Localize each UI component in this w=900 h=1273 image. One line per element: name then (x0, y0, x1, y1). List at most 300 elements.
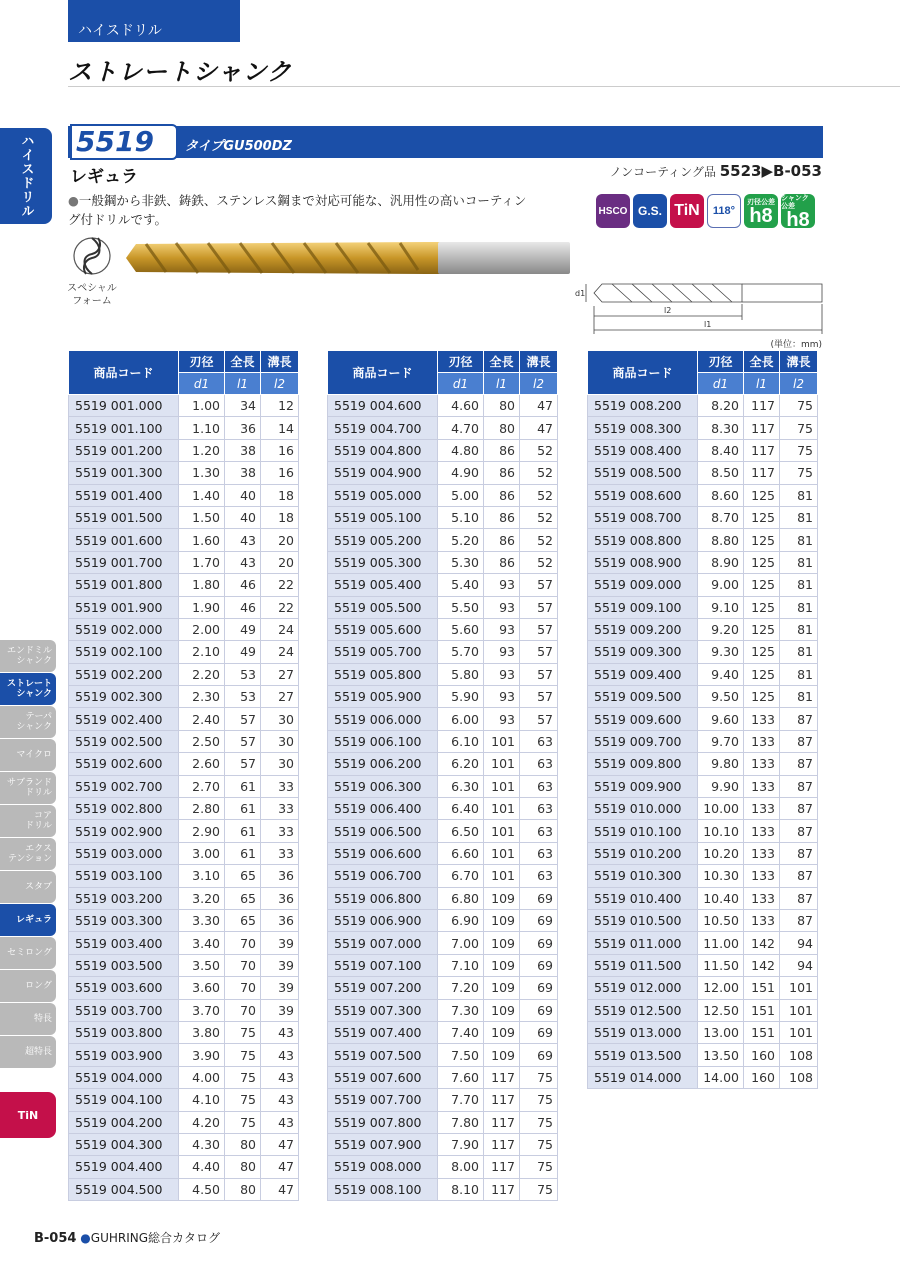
diameter-cell: 7.20 (438, 977, 484, 999)
overall-length-cell: 125 (744, 551, 780, 573)
diameter-cell: 1.90 (179, 596, 225, 618)
table-row (328, 596, 558, 618)
overall-length-cell: 151 (744, 999, 780, 1021)
product-code-cell: 5519 005.600 (328, 618, 438, 640)
flute-length-cell: 14 (261, 417, 299, 439)
product-code-cell: 5519 002.600 (69, 753, 179, 775)
diameter-cell: 7.30 (438, 999, 484, 1021)
overall-length-cell: 49 (225, 618, 261, 640)
product-code-cell: 5519 002.800 (69, 798, 179, 820)
diameter-cell: 4.20 (179, 1111, 225, 1133)
side-nav-label: マイクロ (16, 750, 52, 760)
product-code-cell: 5519 008.800 (588, 529, 698, 551)
flute-length-cell: 43 (261, 1021, 299, 1043)
product-code-cell: 5519 009.100 (588, 596, 698, 618)
diameter-cell: 7.00 (438, 932, 484, 954)
product-code-cell: 5519 001.100 (69, 417, 179, 439)
table-row (328, 1178, 558, 1200)
overall-length-cell: 65 (225, 865, 261, 887)
table-row (69, 462, 299, 484)
product-code-cell: 5519 007.500 (328, 1044, 438, 1066)
diameter-cell: 2.10 (179, 641, 225, 663)
product-code-cell: 5519 006.600 (328, 842, 438, 864)
diameter-cell: 12.00 (698, 977, 744, 999)
overall-length-cell: 160 (744, 1066, 780, 1088)
diameter-cell: 13.50 (698, 1044, 744, 1066)
overall-length-cell: 109 (484, 932, 520, 954)
table-row (328, 551, 558, 573)
product-code-cell: 5519 010.400 (588, 887, 698, 909)
product-code-cell: 5519 003.900 (69, 1044, 179, 1066)
flute-length-cell: 63 (520, 798, 558, 820)
side-nav-item[interactable] (0, 904, 56, 936)
side-nav-label: サブランド ドリル (6, 778, 52, 798)
column-subheader: l2 (780, 373, 818, 395)
diameter-cell: 8.40 (698, 439, 744, 461)
overall-length-cell: 80 (484, 417, 520, 439)
product-code-cell: 5519 003.800 (69, 1021, 179, 1043)
product-code-cell: 5519 001.600 (69, 529, 179, 551)
diameter-cell: 8.30 (698, 417, 744, 439)
diameter-cell: 7.70 (438, 1089, 484, 1111)
product-code-cell: 5519 013.000 (588, 1021, 698, 1043)
table-row (69, 954, 299, 976)
description-text: 一般鋼から非鉄、鋳鉄、ステンレス鋼まで対応可能な、汎用性の高いコーティング付ドリルです。 (68, 193, 527, 227)
diameter-cell: 4.90 (438, 462, 484, 484)
table-row (69, 417, 299, 439)
table-row (588, 506, 818, 528)
flute-length-cell: 69 (520, 999, 558, 1021)
overall-length-cell: 117 (484, 1066, 520, 1088)
table-row (328, 1156, 558, 1178)
diameter-cell: 10.50 (698, 909, 744, 931)
diameter-cell: 1.30 (179, 462, 225, 484)
table-row (328, 686, 558, 708)
overall-length-cell: 109 (484, 1044, 520, 1066)
table-row (69, 618, 299, 640)
flute-length-cell: 57 (520, 663, 558, 685)
product-code-cell: 5519 012.000 (588, 977, 698, 999)
flute-caption: スペシャル フォーム (67, 283, 117, 307)
product-code-cell: 5519 009.800 (588, 753, 698, 775)
flute-length-cell: 81 (780, 641, 818, 663)
diameter-cell: 8.10 (438, 1178, 484, 1200)
flute-length-cell: 69 (520, 1021, 558, 1043)
side-nav-item[interactable] (0, 970, 56, 1002)
diameter-cell: 12.50 (698, 999, 744, 1021)
product-code-cell: 5519 007.100 (328, 954, 438, 976)
diameter-cell: 4.70 (438, 417, 484, 439)
overall-length-cell: 133 (744, 909, 780, 931)
diameter-cell: 3.20 (179, 887, 225, 909)
product-code-cell: 5519 009.900 (588, 775, 698, 797)
table-row (69, 708, 299, 730)
table-row (69, 663, 299, 685)
diameter-cell: 8.90 (698, 551, 744, 573)
spec-table (587, 350, 818, 1089)
product-code-cell: 5519 002.900 (69, 820, 179, 842)
diameter-cell: 5.30 (438, 551, 484, 573)
column-subheader: d1 (179, 373, 225, 395)
reference-line (610, 162, 822, 180)
flute-length-cell: 52 (520, 551, 558, 573)
side-nav-item[interactable] (0, 1036, 56, 1068)
side-nav-item[interactable] (0, 1003, 56, 1035)
overall-length-cell: 70 (225, 977, 261, 999)
table-row (328, 529, 558, 551)
product-code-cell: 5519 009.400 (588, 663, 698, 685)
product-code-cell: 5519 010.000 (588, 798, 698, 820)
diameter-cell: 4.10 (179, 1089, 225, 1111)
overall-length-cell: 133 (744, 708, 780, 730)
overall-length-cell: 61 (225, 775, 261, 797)
diameter-tolerance-badge (744, 194, 778, 228)
table-row (328, 708, 558, 730)
flute-length-cell: 33 (261, 798, 299, 820)
diameter-cell: 3.80 (179, 1021, 225, 1043)
table-row (328, 506, 558, 528)
overall-length-cell: 40 (225, 506, 261, 528)
diameter-cell: 13.00 (698, 1021, 744, 1043)
overall-length-cell: 125 (744, 663, 780, 685)
flute-length-cell: 52 (520, 506, 558, 528)
flute-length-cell: 39 (261, 999, 299, 1021)
reference-code[interactable]: 5523 (719, 162, 762, 180)
table-row (328, 1089, 558, 1111)
table-row (69, 395, 299, 417)
diameter-cell: 3.40 (179, 932, 225, 954)
overall-length-cell: 117 (484, 1089, 520, 1111)
product-code-cell: 5519 002.700 (69, 775, 179, 797)
diameter-cell: 6.30 (438, 775, 484, 797)
catalog-name: GUHRING総合カタログ (90, 1231, 221, 1245)
product-code-cell: 5519 004.200 (69, 1111, 179, 1133)
overall-length-cell: 38 (225, 439, 261, 461)
product-code-cell: 5519 002.200 (69, 663, 179, 685)
flute-length-cell: 81 (780, 506, 818, 528)
flute-length-cell: 43 (261, 1066, 299, 1088)
column-subheader: l1 (484, 373, 520, 395)
table-row (328, 820, 558, 842)
badge-value: h8 (786, 208, 810, 231)
diameter-cell: 1.00 (179, 395, 225, 417)
flute-length-cell: 24 (261, 618, 299, 640)
column-subheader: l2 (261, 373, 299, 395)
diameter-cell: 7.80 (438, 1111, 484, 1133)
table-row (69, 775, 299, 797)
flute-length-cell: 101 (780, 999, 818, 1021)
coating-tab[interactable]: TiN (0, 1092, 56, 1138)
flute-length-cell: 52 (520, 529, 558, 551)
product-code-cell: 5519 004.400 (69, 1156, 179, 1178)
overall-length-cell: 57 (225, 708, 261, 730)
flute-length-cell: 87 (780, 865, 818, 887)
bullet-icon: ● (68, 193, 79, 208)
table-row (69, 753, 299, 775)
column-header: 溝長 (520, 351, 558, 373)
flute-length-cell: 69 (520, 1044, 558, 1066)
overall-length-cell: 117 (484, 1111, 520, 1133)
diameter-cell: 5.70 (438, 641, 484, 663)
flute-length-cell: 81 (780, 618, 818, 640)
product-code-cell: 5519 001.900 (69, 596, 179, 618)
overall-length-cell: 117 (744, 417, 780, 439)
badge-caption: シャンク公差 (781, 194, 809, 210)
flute-length-cell: 36 (261, 865, 299, 887)
side-nav-item[interactable] (0, 871, 56, 903)
product-code-cell: 5519 007.300 (328, 999, 438, 1021)
diameter-cell: 8.50 (698, 462, 744, 484)
column-header: 刃径 (438, 351, 484, 373)
table-row (69, 977, 299, 999)
side-nav-label: 特長 (33, 1014, 52, 1024)
side-nav-label: ロング (25, 981, 52, 991)
product-code-cell: 5519 007.700 (328, 1089, 438, 1111)
overall-length-cell: 43 (225, 529, 261, 551)
overall-length-cell: 109 (484, 977, 520, 999)
table-row (69, 529, 299, 551)
flute-length-cell: 57 (520, 618, 558, 640)
side-nav-item[interactable] (0, 640, 56, 672)
side-nav-item[interactable] (0, 673, 56, 705)
product-code-cell: 5519 007.200 (328, 977, 438, 999)
flute-length-cell: 27 (261, 686, 299, 708)
flute-length-cell: 75 (520, 1156, 558, 1178)
overall-length-cell: 49 (225, 641, 261, 663)
diameter-cell: 3.10 (179, 865, 225, 887)
table-row (69, 1021, 299, 1043)
product-code-cell: 5519 005.900 (328, 686, 438, 708)
overall-length-cell: 75 (225, 1111, 261, 1133)
product-code-cell: 5519 007.600 (328, 1066, 438, 1088)
flute-length-cell: 81 (780, 596, 818, 618)
table-row (588, 999, 818, 1021)
side-nav-item[interactable] (0, 937, 56, 969)
table-row (328, 462, 558, 484)
flute-length-cell: 57 (520, 686, 558, 708)
column-subheader: l2 (520, 373, 558, 395)
side-nav-item[interactable] (0, 805, 56, 837)
overall-length-cell: 125 (744, 574, 780, 596)
side-nav-item[interactable] (0, 739, 56, 771)
overall-length-cell: 133 (744, 730, 780, 752)
product-code-cell: 5519 006.400 (328, 798, 438, 820)
table-row (328, 775, 558, 797)
table-row (328, 395, 558, 417)
product-code-cell: 5519 002.400 (69, 708, 179, 730)
product-code-cell: 5519 009.700 (588, 730, 698, 752)
product-code-cell: 5519 003.500 (69, 954, 179, 976)
tin-badge: TiN (670, 194, 704, 228)
flute-length-cell: 63 (520, 730, 558, 752)
diameter-cell: 4.50 (179, 1178, 225, 1200)
diameter-cell: 5.00 (438, 484, 484, 506)
flute-length-cell: 39 (261, 932, 299, 954)
product-code-cell: 5519 003.100 (69, 865, 179, 887)
table-row (328, 865, 558, 887)
flute-length-cell: 75 (780, 417, 818, 439)
flute-length-cell: 57 (520, 641, 558, 663)
flute-length-cell: 75 (780, 462, 818, 484)
flute-length-cell: 47 (261, 1133, 299, 1155)
flute-length-cell: 87 (780, 753, 818, 775)
product-code-cell: 5519 002.500 (69, 730, 179, 752)
flute-length-cell: 27 (261, 663, 299, 685)
table-row (588, 686, 818, 708)
flute-length-cell: 12 (261, 395, 299, 417)
flute-length-cell: 69 (520, 909, 558, 931)
flute-length-cell: 75 (520, 1089, 558, 1111)
product-number: 5519 (70, 124, 178, 160)
table-row (69, 798, 299, 820)
overall-length-cell: 40 (225, 484, 261, 506)
flute-length-cell: 63 (520, 820, 558, 842)
diameter-cell: 5.80 (438, 663, 484, 685)
l2-label: l2 (664, 306, 672, 315)
overall-length-cell: 109 (484, 887, 520, 909)
table-row (69, 842, 299, 864)
table-row (69, 506, 299, 528)
l1-label: l1 (704, 320, 712, 329)
table-row (69, 596, 299, 618)
diameter-cell: 10.00 (698, 798, 744, 820)
table-row (328, 663, 558, 685)
overall-length-cell: 109 (484, 999, 520, 1021)
overall-length-cell: 133 (744, 842, 780, 864)
flute-length-cell: 39 (261, 977, 299, 999)
product-code-cell: 5519 008.200 (588, 395, 698, 417)
product-type: タイプGU500DZ (185, 139, 292, 154)
overall-length-cell: 125 (744, 641, 780, 663)
overall-length-cell: 125 (744, 596, 780, 618)
flute-length-cell: 20 (261, 551, 299, 573)
gs-badge: G.S. (633, 194, 667, 228)
overall-length-cell: 117 (484, 1133, 520, 1155)
feature-badges (596, 194, 815, 231)
diameter-cell: 7.50 (438, 1044, 484, 1066)
overall-length-cell: 109 (484, 954, 520, 976)
overall-length-cell: 142 (744, 954, 780, 976)
overall-length-cell: 101 (484, 865, 520, 887)
column-subheader: d1 (698, 373, 744, 395)
side-nav-label: レギュラ (15, 915, 52, 925)
flute-length-cell: 63 (520, 775, 558, 797)
product-code-cell: 5519 005.700 (328, 641, 438, 663)
table-row (69, 730, 299, 752)
table-row (588, 641, 818, 663)
table-row (69, 820, 299, 842)
table-row (328, 909, 558, 931)
table-row (588, 395, 818, 417)
side-main-tab[interactable]: ハイスドリル (0, 128, 52, 224)
column-header: 全長 (484, 351, 520, 373)
diameter-cell: 5.50 (438, 596, 484, 618)
diameter-cell: 6.50 (438, 820, 484, 842)
diameter-cell: 5.90 (438, 686, 484, 708)
diameter-cell: 9.80 (698, 753, 744, 775)
flute-length-cell: 47 (261, 1178, 299, 1200)
product-code-cell: 5519 007.800 (328, 1111, 438, 1133)
product-code-cell: 5519 008.500 (588, 462, 698, 484)
reference-page[interactable]: B-053 (773, 162, 822, 180)
table-row (328, 977, 558, 999)
d1-label: d1 (575, 289, 586, 298)
product-code-cell: 5519 006.900 (328, 909, 438, 931)
table-row (588, 708, 818, 730)
overall-length-cell: 86 (484, 484, 520, 506)
product-code-cell: 5519 010.100 (588, 820, 698, 842)
diameter-cell: 2.50 (179, 730, 225, 752)
spec-table (68, 350, 299, 1201)
product-code-cell: 5519 003.600 (69, 977, 179, 999)
overall-length-cell: 133 (744, 798, 780, 820)
product-code-cell: 5519 006.200 (328, 753, 438, 775)
table-row (588, 1044, 818, 1066)
flute-length-cell: 69 (520, 954, 558, 976)
table-row (588, 551, 818, 573)
diameter-cell: 6.20 (438, 753, 484, 775)
diameter-cell: 3.30 (179, 909, 225, 931)
table-row (588, 865, 818, 887)
overall-length-cell: 117 (484, 1156, 520, 1178)
diameter-cell: 3.60 (179, 977, 225, 999)
flute-length-cell: 36 (261, 909, 299, 931)
overall-length-cell: 70 (225, 999, 261, 1021)
overall-length-cell: 86 (484, 506, 520, 528)
diameter-cell: 11.00 (698, 932, 744, 954)
bullet-icon: ● (80, 1231, 91, 1245)
flute-length-cell: 57 (520, 574, 558, 596)
diameter-cell: 2.40 (179, 708, 225, 730)
flute-length-cell: 30 (261, 708, 299, 730)
table-row (588, 462, 818, 484)
flute-length-cell: 75 (780, 439, 818, 461)
product-code-cell: 5519 002.000 (69, 618, 179, 640)
diameter-cell: 4.60 (438, 395, 484, 417)
overall-length-cell: 61 (225, 798, 261, 820)
side-nav-item[interactable] (0, 772, 56, 804)
product-code-cell: 5519 013.500 (588, 1044, 698, 1066)
table-row (328, 484, 558, 506)
diameter-cell: 1.40 (179, 484, 225, 506)
product-code-cell: 5519 003.300 (69, 909, 179, 931)
overall-length-cell: 80 (484, 395, 520, 417)
table-row (328, 798, 558, 820)
product-code-cell: 5519 004.300 (69, 1133, 179, 1155)
flute-length-cell: 87 (780, 798, 818, 820)
badge-caption: 刃径公差 (747, 198, 775, 206)
product-code-cell: 5519 006.300 (328, 775, 438, 797)
overall-length-cell: 133 (744, 753, 780, 775)
product-code-cell: 5519 004.900 (328, 462, 438, 484)
table-row (588, 1066, 818, 1088)
side-nav-item[interactable] (0, 706, 56, 738)
flute-length-cell: 87 (780, 775, 818, 797)
table-row (588, 417, 818, 439)
product-code-cell: 5519 009.300 (588, 641, 698, 663)
overall-length-cell: 125 (744, 529, 780, 551)
point-angle-badge: 118° (707, 194, 741, 228)
product-code-cell: 5519 005.100 (328, 506, 438, 528)
flute-length-cell: 108 (780, 1044, 818, 1066)
overall-length-cell: 117 (744, 462, 780, 484)
overall-length-cell: 75 (225, 1089, 261, 1111)
table-row (69, 1178, 299, 1200)
product-code-cell: 5519 007.000 (328, 932, 438, 954)
side-nav-item[interactable] (0, 838, 56, 870)
overall-length-cell: 93 (484, 618, 520, 640)
column-subheader: l1 (225, 373, 261, 395)
